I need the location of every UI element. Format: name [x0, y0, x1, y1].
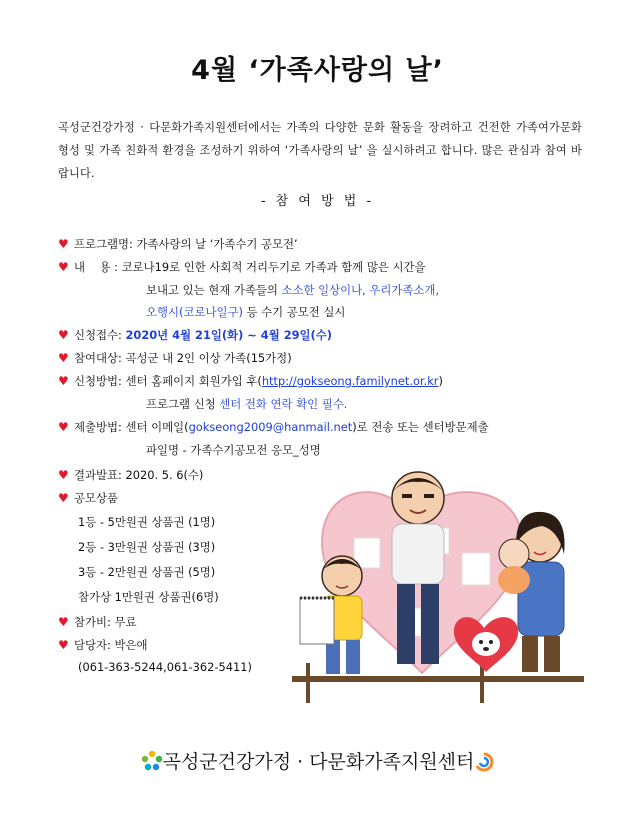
result-value: 2020. 5. 6(수): [125, 468, 204, 482]
method-suffix: ): [438, 374, 443, 388]
email-link[interactable]: gokseong2009@hanmail.net: [188, 420, 353, 434]
apply-period-row: [58, 327, 332, 343]
contact-value: 박은애: [114, 638, 148, 652]
submit-line2: 파일명 - 가족수기공모전 응모_성명: [146, 443, 321, 457]
flower-logo-icon: [141, 750, 163, 772]
program-row: [58, 236, 298, 252]
fee-value: 무료: [114, 615, 137, 629]
prize-item: 1등 - 5만원권 상품권 (1명): [78, 515, 216, 529]
target-label: 참여대상:: [74, 351, 122, 365]
heart-icon: ♥: [58, 615, 69, 629]
program-value: 가족사랑의 날 ‘가족수기 공모전’: [136, 237, 298, 251]
heart-icon: ♥: [58, 260, 69, 274]
footer: [0, 747, 635, 774]
content-line1: 코로나19로 인한 사회적 거리두기로 가족과 함께 많은 시간을: [121, 260, 426, 274]
result-row: [58, 467, 203, 483]
submit-suffix: )로 전송 또는 센터방문제출: [352, 420, 489, 434]
method-highlight: 센터 전화 연락 확인 필수.: [219, 397, 348, 411]
heart-icon: ♥: [58, 237, 69, 251]
content-line2-text: 보내고 있는 현재 가족들의: [146, 283, 282, 297]
method-label: 신청방법:: [74, 374, 122, 388]
prize-item: 2등 - 3만원권 상품권 (3명): [78, 540, 216, 554]
prize-item: 3등 - 2만원권 상품권 (5명): [78, 565, 216, 579]
program-label: 프로그램명:: [74, 237, 133, 251]
content-line2: [146, 282, 439, 298]
content-row: [58, 259, 426, 275]
page-title: 4월 ‘가족사랑의 날’: [191, 55, 444, 86]
heart-icon: ♥: [58, 491, 69, 505]
content-highlight-2: 오행시(코로나일구): [146, 305, 243, 319]
apply-period-value: 2020년 4월 21일(화) ~ 4월 29일(수): [125, 328, 332, 342]
contact-label: 담당자:: [74, 638, 111, 652]
contact-row: [58, 637, 148, 653]
content-line3: [146, 304, 345, 320]
prizes-row: [58, 490, 118, 506]
content-label: 내 용 :: [74, 260, 118, 274]
heart-icon: ♥: [58, 638, 69, 652]
prizes-label: 공모상품: [74, 491, 119, 505]
swirl-logo-icon: [474, 752, 494, 772]
submit-label: 제출방법:: [74, 420, 122, 434]
homepage-link[interactable]: http://gokseong.familynet.or.kr: [261, 374, 439, 388]
result-label: 결과발표:: [74, 468, 122, 482]
content-highlight-1: 소소한 일상이나, 우리가족소개,: [281, 283, 440, 297]
heart-icon: ♥: [58, 420, 69, 434]
heart-icon: ♥: [58, 351, 69, 365]
fee-label: 참가비:: [74, 615, 111, 629]
footer-org-name: 곡성군건강가정 · 다문화가족지원센터: [162, 751, 475, 773]
submit-row: [58, 419, 489, 435]
method-line2: [146, 396, 347, 412]
family-heart-illustration: [292, 458, 584, 710]
section-title: - 참 여 방 법 -: [260, 194, 375, 209]
target-value: 곡성군 내 2인 이상 가족(15가정): [125, 351, 292, 365]
heart-icon: ♥: [58, 468, 69, 482]
method-row: [58, 373, 443, 389]
method-prefix: 센터 홈페이지 회원가입 후(: [125, 374, 262, 388]
heart-icon: ♥: [58, 374, 69, 388]
target-row: [58, 350, 292, 366]
intro-paragraph: 곡성군건강가정 · 다문화가족지원센터에서는 가족의 다양한 문화 활동을 장려하고 건전한 가족여가문화 형성 및 가족 친화적 환경을 조성하기 위하여 ‘가족사랑의 날’ 을 실시하려고 합니다. 많은 관심과 참여 바랍니다.: [58, 121, 582, 180]
heart-icon: ♥: [58, 328, 69, 342]
method-line2-text: 프로그램 신청: [146, 397, 220, 411]
prize-item: 참가상 1만원권 상품권(6명): [78, 590, 219, 604]
submit-prefix: 센터 이메일(: [125, 420, 189, 434]
contact-phones: (061-363-5244,061-362-5411): [78, 660, 252, 674]
fee-row: [58, 614, 137, 630]
content-line3-text: 등 수기 공모전 실시: [242, 305, 346, 319]
apply-period-label: 신청접수:: [74, 328, 122, 342]
